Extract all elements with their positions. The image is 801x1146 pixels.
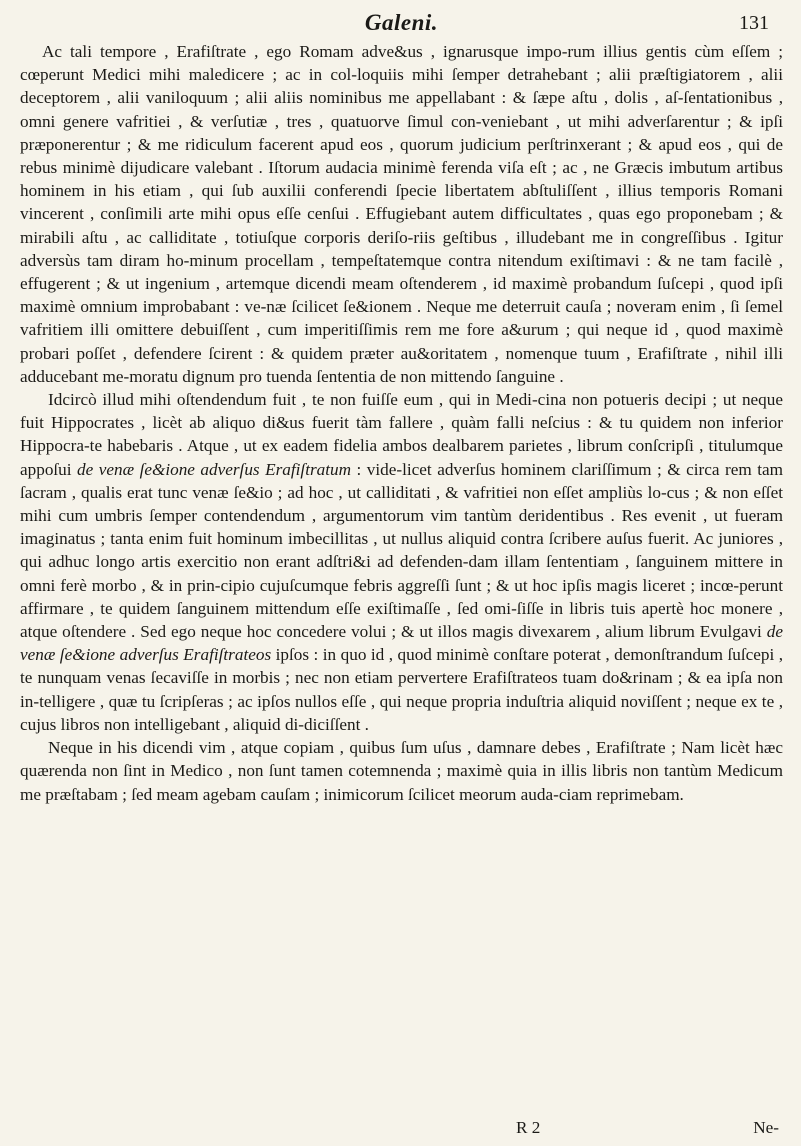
page-number: 131 [739, 12, 769, 34]
paragraph-text: Ac tali tempore , Erafiſtrate , ego Romam adve&us , ignarusque impo-rum illius gentis cùm eſſem ; cœperunt Medici mihi maledicere ; ac in col-loquiis mihi ſemper detrahebant ; alii præſtigiatorem , alii deceptorem , alii vaniloquum ; alii aliis nominibus me appellabant : & ſæpe aſtu , dolis , aſ-ſentationibus , omni genere vafritiei , & verſutiæ , tres , quatuorve ſimul con-veniebant , ut mihi adverſarentur ; & ipſi præponerentur ; & me ridiculum facerent apud eos , quorum judicium perſtrinxerant ; & apud eos , qui de rebus minimè dijudicare valebant . Iſtorum audacia minimè ferenda viſa eſt ; ac , ne Græcis imbutum artibus hominem in his etiam , qui ſub auxilii conferendi ſpecie libertatem abſtuliſſent , illius temporis Romani vincerent , conſimili arte mihi opus eſſe cenſui . Effugiebant autem difficultates , quas ego proponebam ; & mirabili aſtu , ac calliditate , totiuſque corporis deriſo-riis geſtibus , illudebant me in congreſſibus . Igitur adversùs tam diram ho-minum procellam , tempeſtatemque contra nitendum exiſtimavi : & ne tam facilè , effugerent ; & ut ingenium , artemque dicendi meam oſtenderem , id maximè probandum ſuſcepi , quod ipſi maximè omnium improbabant : ve-næ ſcilicet ſe&ionem . Neque me deterruit cauſa ; noveram enim , ſi ſemel vafritiem illi omittere debuiſſent , cum imperitiſſimis rem me fore a&urum ; qui neque id , quod maximè probari poſſet , defendere ſcirent : & quidem præter au&oritatem , nomenque tuum , Erafiſtrate , nihil illi adducebant me-moratu dignum pro tuenda ſententia de non mittendo ſanguine . [20, 42, 783, 386]
paragraph-text: ipſos : in quo id , quod minimè conſtare poterat , demonſtrandum ſuſcepi , te nunquam venas ſecaviſſe in morbis ; nec non etiam pervertere Erafiſtrateos tuam do&rinam ; & ea ipſa non in-telligere , quæ tu ſcripſeras ; ac ipſos nullos eſſe , qui neque propria induſtria aliquid noviſſent ; neque ex te , cujus libros non intelligebant , aliquid di-diciſſent . [20, 645, 783, 734]
catchword: Ne- [753, 1118, 779, 1137]
running-head: Galeni. [364, 10, 439, 35]
paragraph-text: Idcircò illud mihi oſtendendum fuit , te non fuiſſe eum , qui in Medi-cina non potueris decipi ; ut neque fuit Hippocrates , licèt ab aliquo di&us fuerit tàm fallere , quàm falli neſcius : & tu quidem non inferior Hippocra-te habebaris . Atque , ut ex eadem fidelia ambos dealbarem parietes , librum conſcripſi , titulumque appoſui [20, 390, 783, 479]
paragraph-text: Neque in his dicendi vim , atque copiam , quibus ſum uſus , damnare debes , Erafiſtrate ; Nam licèt hæc quærenda non ſint in Medico , non ſunt tamen cotemnenda ; maximè quia in illis libris non tantùm Medicum me præſtabam ; ſed meam agebam cauſam ; inimicorum ſcilicet meorum auda-ciam reprimebam. [20, 738, 783, 804]
page-header [20, 4, 783, 40]
body-text [20, 40, 783, 806]
paragraph-text: : vide-licet adverſus hominem clariſſimum ; & circa rem tam ſacram , qualis erat tunc venæ ſe&io ; ad hoc , ut calliditati , & vafritiei non eſſet ampliùs lo-cus ; & non eſſet mihi cum umbris ſemper contendendum , argumentorum vim tantùm deridentibus . Res evenit , ut fueram imaginatus ; tanta enim fuit hominum imbecillitas , ut nullus aliquid contra ſcribere auſus fuerit. Ac juniores , qui adhuc longo artis exercitio non erant adſtri&i ad defenden-dam illam ſententiam , ſanguinem mittere in omni ferè morbo , & in prin-cipio cujuſcumque febris aggreſſi ſunt ; & ut hoc ipſis magis liceret ; incœ-perunt affirmare , te quidem ſanguinem mittendum eſſe exiſtimaſſe , ſed omi-ſiſſe in libris tuis apertè hoc monere , atque oſtendere . Sed ego neque hoc concedere volui ; & ut illos magis divexarem , alium librum Evulgavi [20, 459, 783, 642]
paragraph [20, 40, 783, 388]
paragraph [20, 388, 783, 736]
italic-title-text: de venæ ſe&ione adverſus Erafiſtratum [77, 459, 352, 479]
signature-mark: R 2 [516, 1118, 541, 1137]
italic-title-text: de venæ ſe&ione adverſus Erafiſtrateos [20, 622, 783, 665]
page-footer [20, 1118, 783, 1140]
paragraph [20, 736, 783, 806]
